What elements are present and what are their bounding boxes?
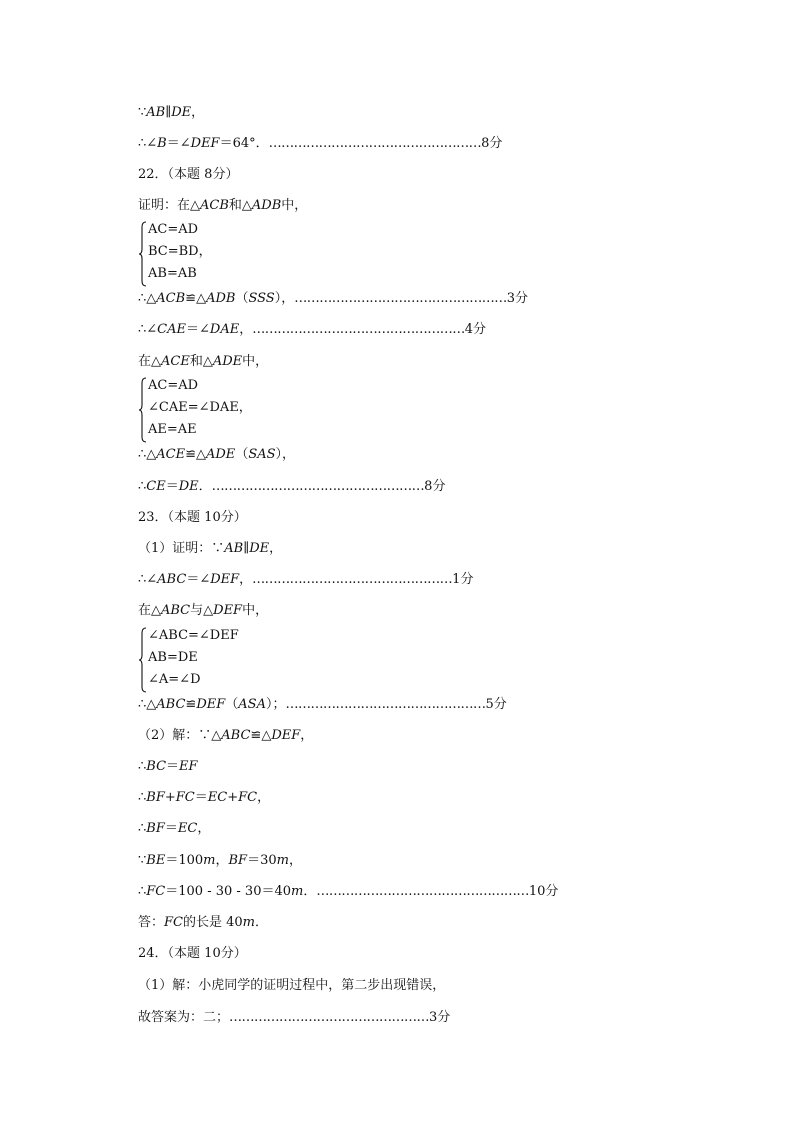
text-line [138,478,445,496]
leader-dots: …………………………………………… [268,136,482,151]
text-segment: 中， [281,198,308,213]
text-segment: ≌△ [185,447,206,462]
text-segment: m [276,853,289,868]
text-segment: ∵ [138,105,147,120]
text-segment: ＝∠ [186,572,211,587]
text-segment: CAE [157,322,186,337]
text-segment: ＝∠ [166,136,191,151]
text-line [138,758,198,776]
text-segment: 答： [138,915,165,930]
left-brace-icon [138,627,148,693]
text-segment: ． [303,884,317,899]
text-segment: SAS [248,447,276,462]
text-segment: DE [178,479,199,494]
text-segment: + [164,790,176,805]
text-line [138,571,473,589]
text-segment: FC [146,884,166,899]
text-line [138,852,302,870]
leader-dots: ………………………………………… [252,572,453,587]
text-segment: ACE [156,447,186,462]
text-segment: CE [146,479,166,494]
text-segment: 22．（本题 8分） [138,167,239,182]
text-segment: 故答案为：二； [138,1010,230,1025]
text-segment: ． [198,479,212,494]
text-segment: AB∥DE [146,105,192,120]
text-segment: ABC [156,697,186,712]
text-segment: ADE [212,354,243,369]
text-segment: FC [238,790,258,805]
text-segment: DEF [210,572,240,587]
text-segment: B [157,136,167,151]
text-segment: ∴ [138,821,147,836]
equation-row: ∠A=∠D [148,672,201,687]
text-segment: ＝100 - 30 - 30＝40 [165,884,292,899]
text-segment: 与△ [190,603,214,618]
left-brace-icon [138,221,148,287]
text-segment: ＝30 [247,853,277,868]
text-segment: BE [146,853,166,868]
text-segment: DAE [209,322,240,337]
text-segment: ， [288,853,302,868]
text-segment: ACB [156,291,186,306]
text-segment: ， [269,541,283,556]
text-segment: ∵ [138,853,147,868]
text-segment: ACB [200,198,229,213]
text-segment: ）； [265,697,286,712]
text-segment: （ [235,291,249,306]
text-segment: ACE [161,354,190,369]
text-segment: ∴ [138,759,147,774]
text-segment: ＝ [165,479,179,494]
text-segment: ＝ [194,790,208,805]
text-segment: ∴∠ [138,572,158,587]
text-segment: ≌△ [250,728,272,743]
text-segment: ， [191,105,205,120]
text-line [138,602,268,620]
text-line [138,1009,450,1027]
text-segment: EC [177,821,198,836]
text-segment: 10分 [528,884,559,899]
text-segment: ， [257,790,271,805]
text-segment: （1）解：小虎同学的证明过程中，第二步出现错误， [138,978,446,993]
text-segment: DEF [271,728,301,743]
text-segment: ∴△ [138,447,157,462]
text-segment: ADB [206,291,236,306]
text-line [138,914,268,932]
text-segment: ＝100 [165,853,204,868]
text-line [138,446,295,464]
text-segment: 8分 [481,136,503,151]
text-segment: BF [146,821,165,836]
text-line [138,104,204,122]
text-segment: ＝64°． [219,136,269,151]
text-segment: ABC [161,603,191,618]
text-line [138,977,445,995]
text-segment: 在△ [138,354,161,369]
equation-row: AC=AD [148,378,199,393]
left-brace-icon [138,377,148,443]
leader-dots: …………………………………………… [294,291,507,306]
text-segment: DEF [196,697,226,712]
text-segment: ， [300,728,314,743]
equation-row: AB=AB [148,266,197,281]
text-line [138,696,507,714]
text-segment: ＝∠ [186,322,210,337]
text-segment: ASA [238,697,266,712]
text-segment: DEF [190,136,220,151]
text-segment: ， [215,853,229,868]
text-segment: 4分 [464,322,487,337]
text-segment: m [291,884,304,899]
text-segment: ∴△ [138,291,157,306]
text-segment: ＝ [166,759,180,774]
text-segment: 24．（本题 10分） [138,946,247,961]
text-segment: 和△ [189,354,213,369]
equation-row: AC=AD [148,222,199,237]
text-segment: BC [146,759,167,774]
text-segment: 中， [242,603,269,618]
text-segment: m [203,853,216,868]
equation-row: BC=BD， [148,244,212,259]
text-segment: EF [179,759,198,774]
equation-row: AB=DE [148,650,198,665]
text-segment: 8分 [424,479,446,494]
text-segment: ∴∠ [138,136,158,151]
text-line [138,540,282,558]
text-segment: （1）证明：∵ [138,541,225,556]
text-segment: （ [225,697,239,712]
text-segment: ≌ [185,697,197,712]
text-line [138,820,210,838]
equation-row: AE=AE [148,422,197,437]
text-segment: ∴△ [138,697,157,712]
text-segment: ）， [274,291,295,306]
text-segment: ∴ [138,884,147,899]
text-line [138,290,528,308]
leader-dots: ………………………………………… [229,1010,430,1025]
text-line [138,166,238,184]
text-segment: 1分 [452,572,474,587]
leader-dots: …………………………………………… [252,322,465,337]
text-line [138,727,313,745]
text-segment: ， [239,572,253,587]
leader-dots: …………………………………………… [316,884,529,899]
text-segment: ∴∠ [138,322,158,337]
equation-row: ∠ABC=∠DEF [148,628,239,643]
text-segment: ）， [275,447,296,462]
text-segment: BF [228,853,248,868]
text-segment: 3分 [506,291,529,306]
text-segment: EC [207,790,228,805]
text-segment: ABC [157,572,187,587]
text-segment: ． [255,915,269,930]
text-segment: 23．（本题 10分） [138,510,247,525]
text-segment: （ [235,447,249,462]
text-line [138,197,307,215]
text-segment: ∴ [138,790,147,805]
text-line [138,945,247,963]
text-segment: ＝ [164,821,178,836]
text-segment: 和△ [228,198,252,213]
text-line [138,509,247,527]
text-segment: ， [239,322,253,337]
text-segment: + [227,790,239,805]
text-segment: FC [164,915,183,930]
text-segment: m [242,915,255,930]
text-segment: 5分 [485,697,507,712]
text-line [138,321,486,339]
text-segment: SSS [248,291,275,306]
leader-dots: …………………………………………… [211,479,425,494]
text-segment: 的长是 40 [182,915,243,930]
text-segment: 证明：在△ [138,198,200,213]
text-segment: 3分 [429,1010,451,1025]
text-segment: ≌△ [185,291,207,306]
text-segment: ABC [221,728,251,743]
text-segment: BF [146,790,165,805]
text-line [138,883,558,901]
text-segment: 在△ [138,603,161,618]
text-segment: （2）解：∵△ [138,728,222,743]
text-segment: ， [197,821,211,836]
text-segment: ADB [251,198,282,213]
text-segment: AB∥DE [224,541,270,556]
text-line [138,353,268,371]
leader-dots: ………………………………………… [285,697,486,712]
text-line [138,789,270,807]
text-segment: DEF [213,603,243,618]
equation-row: ∠CAE=∠DAE， [148,400,252,415]
text-line [138,135,502,153]
text-segment: ∴ [138,479,147,494]
text-segment: FC [175,790,195,805]
text-segment: 中， [242,354,269,369]
text-segment: ADE [206,447,236,462]
